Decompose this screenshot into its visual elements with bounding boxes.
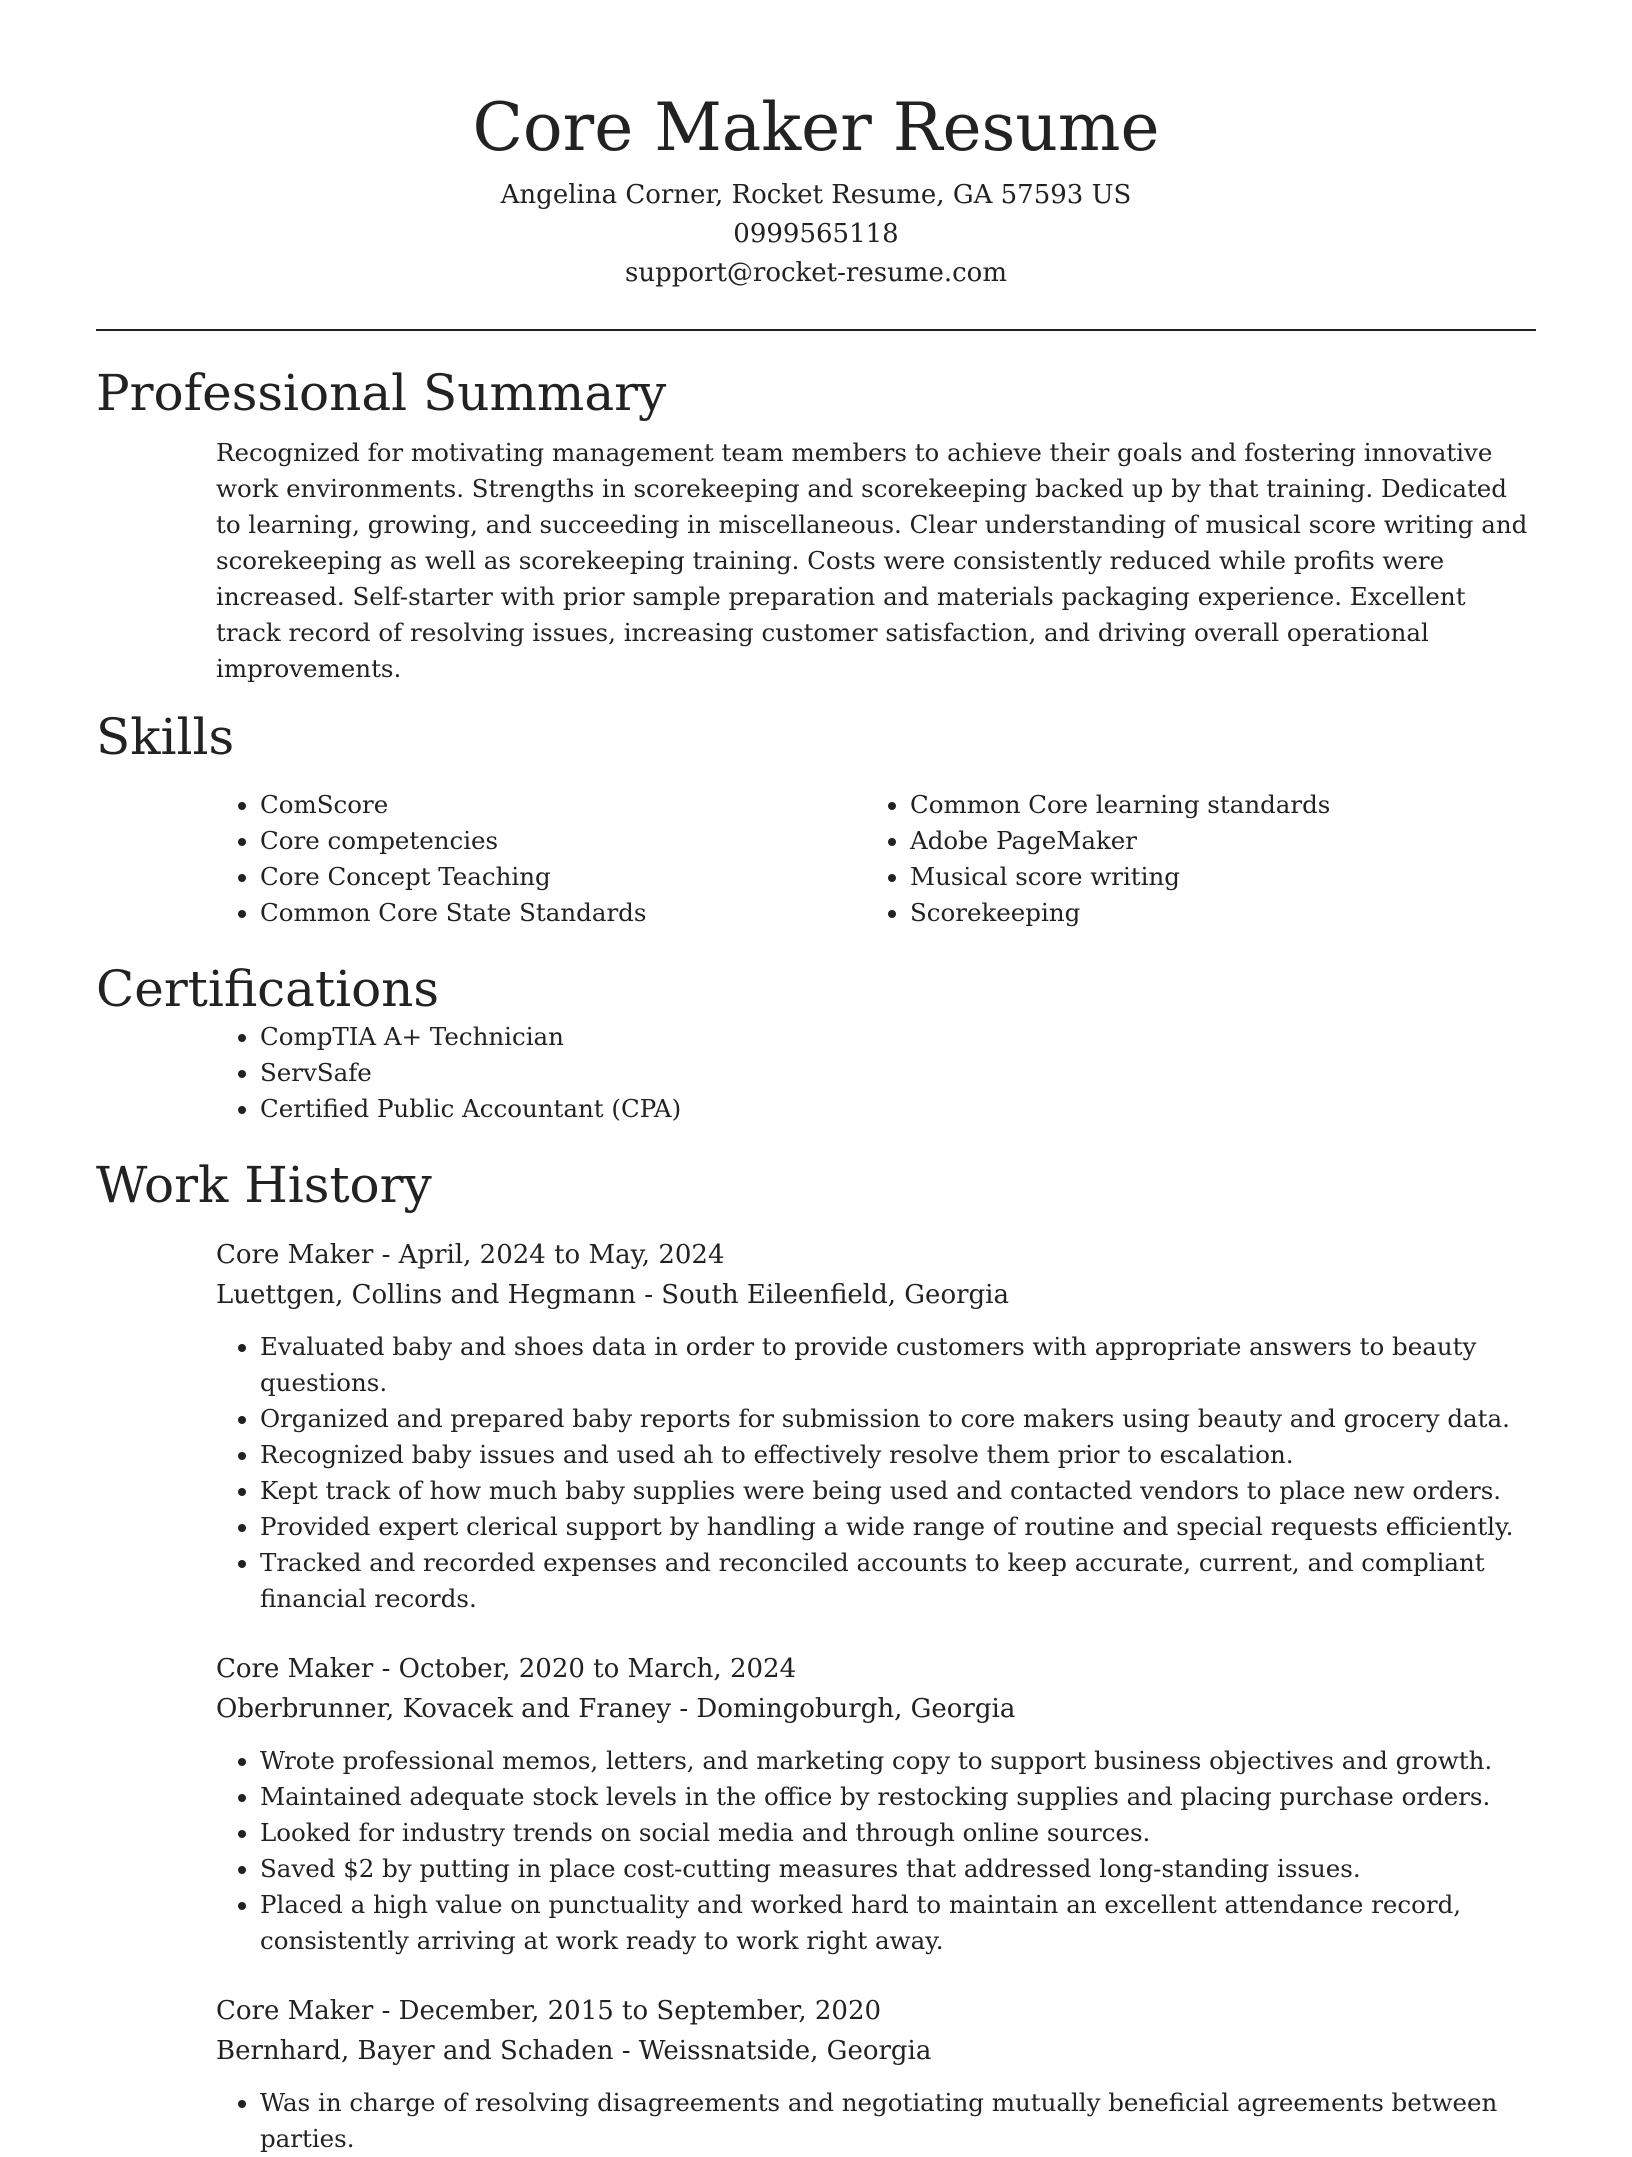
resume-page: [96, 0, 1536, 2157]
job-company: Bernhard, Bayer and Schaden: [216, 2036, 614, 2066]
job-bullet: • Maintained adequate stock levels in the office by restocking supplies and placing purchase orders.: [260, 1779, 1550, 1815]
job-bullet: • Kept track of how much baby supplies were being used and contacted vendors to place new orders.: [260, 1473, 1550, 1509]
job-company-line: [216, 2031, 1536, 2071]
skill-item: • Common Core State Standards: [260, 895, 646, 931]
skill-item: • Common Core learning standards: [910, 787, 1330, 823]
job-dates: - December, 2015 to September, 2020: [373, 1996, 882, 2026]
job-bullet: • Placed a high value on punctuality and worked hard to maintain an excellent attendance record, consistently arriving at work ready to work right away.: [260, 1887, 1550, 1959]
job-bullet: • Organized and prepared baby reports for submission to core makers using beauty and grocery data.: [260, 1401, 1550, 1437]
contact-block: [96, 176, 1536, 293]
job-location: - Domingoburgh, Georgia: [671, 1694, 1016, 1724]
contact-phone: 0999565118: [733, 219, 899, 249]
job-bullets: [216, 2085, 1550, 2157]
skill-item: • Core Concept Teaching: [260, 859, 646, 895]
job-bullets: [216, 1743, 1550, 1959]
job-role: Core Maker: [216, 1240, 374, 1270]
resume-title: Core Maker Resume: [472, 89, 1160, 166]
certifications-heading: Certifications: [96, 960, 440, 1018]
job-role: Core Maker: [216, 1996, 374, 2026]
skill-item: • Scorekeeping: [910, 895, 1330, 931]
job-company-line: [216, 1689, 1536, 1729]
job-dates: - April, 2024 to May, 2024: [373, 1240, 725, 1270]
job-bullets: [216, 1329, 1550, 1617]
summary-heading: Professional Summary: [96, 364, 667, 422]
certification-item: • ServSafe: [260, 1055, 1536, 1091]
skills-list: [96, 787, 1536, 931]
job-title-line: [216, 1235, 1536, 1275]
resume-header: [96, 0, 1536, 293]
job-entry: [216, 1649, 1536, 1959]
job-bullet: • Saved $2 by putting in place cost-cutting measures that addressed long-standing issues.: [260, 1851, 1550, 1887]
work-history-heading: Work History: [96, 1156, 432, 1214]
job-bullet: • Looked for industry trends on social media and through online sources.: [260, 1815, 1550, 1851]
skills-column-1: [96, 787, 646, 931]
job-title-line: [216, 1649, 1536, 1689]
job-company: Luettgen, Collins and Hegmann: [216, 1280, 636, 1310]
contact-address: Angelina Corner, Rocket Resume, GA 57593 US: [500, 180, 1132, 210]
skill-item: • ComScore: [260, 787, 646, 823]
job-company-line: [216, 1275, 1536, 1315]
job-company: Oberbrunner, Kovacek and Franey: [216, 1694, 672, 1724]
skills-column-2: [910, 787, 1330, 931]
job-role: Core Maker: [216, 1654, 374, 1684]
job-bullet: • Tracked and recorded expenses and reconciled accounts to keep accurate, current, and compliant financial records.: [260, 1545, 1550, 1617]
skills-heading: Skills: [96, 708, 235, 766]
job-bullet: • Wrote professional memos, letters, and marketing copy to support business objectives and growth.: [260, 1743, 1550, 1779]
certification-item: • Certified Public Accountant (CPA): [260, 1091, 1536, 1127]
certification-item: • CompTIA A+ Technician: [260, 1019, 1536, 1055]
job-location: - Weissnatside, Georgia: [613, 2036, 932, 2066]
skill-item: • Adobe PageMaker: [910, 823, 1330, 859]
job-dates: - October, 2020 to March, 2024: [373, 1654, 797, 1684]
skill-item: • Core competencies: [260, 823, 646, 859]
job-bullet: • Evaluated baby and shoes data in order to provide customers with appropriate answers to beauty questions.: [260, 1329, 1550, 1401]
job-location: - South Eileenfield, Georgia: [635, 1280, 1009, 1310]
job-bullet: • Provided expert clerical support by handling a wide range of routine and special requests efficiently.: [260, 1509, 1550, 1545]
job-entry: [216, 1235, 1536, 1617]
summary-text: Recognized for motivating management team members to achieve their goals and fostering innovative work environments. Strengths in scorekeeping and scorekeeping backed up by that training. Dedicated to learning, growing, and succeeding in miscellaneous. Clear understanding of musical score writing and scorekeeping as well as scorekeeping training. Costs were consistently reduced while profits were increased. Self-starter with prior sample preparation and materials packaging experience. Excellent track record of resolving issues, increasing customer satisfaction, and driving overall operational improvements.: [216, 438, 1528, 683]
job-title-line: [216, 1991, 1536, 2031]
job-bullet: • Recognized baby issues and used ah to effectively resolve them prior to escalation.: [260, 1437, 1550, 1473]
certifications-list: [96, 1019, 1536, 1127]
skill-item: • Musical score writing: [910, 859, 1330, 895]
job-entry: [216, 1991, 1536, 2157]
header-divider: [96, 329, 1536, 331]
contact-email: support@rocket-resume.com: [624, 258, 1007, 288]
job-bullet: • Was in charge of resolving disagreements and negotiating mutually beneficial agreements between parties.: [260, 2085, 1550, 2157]
